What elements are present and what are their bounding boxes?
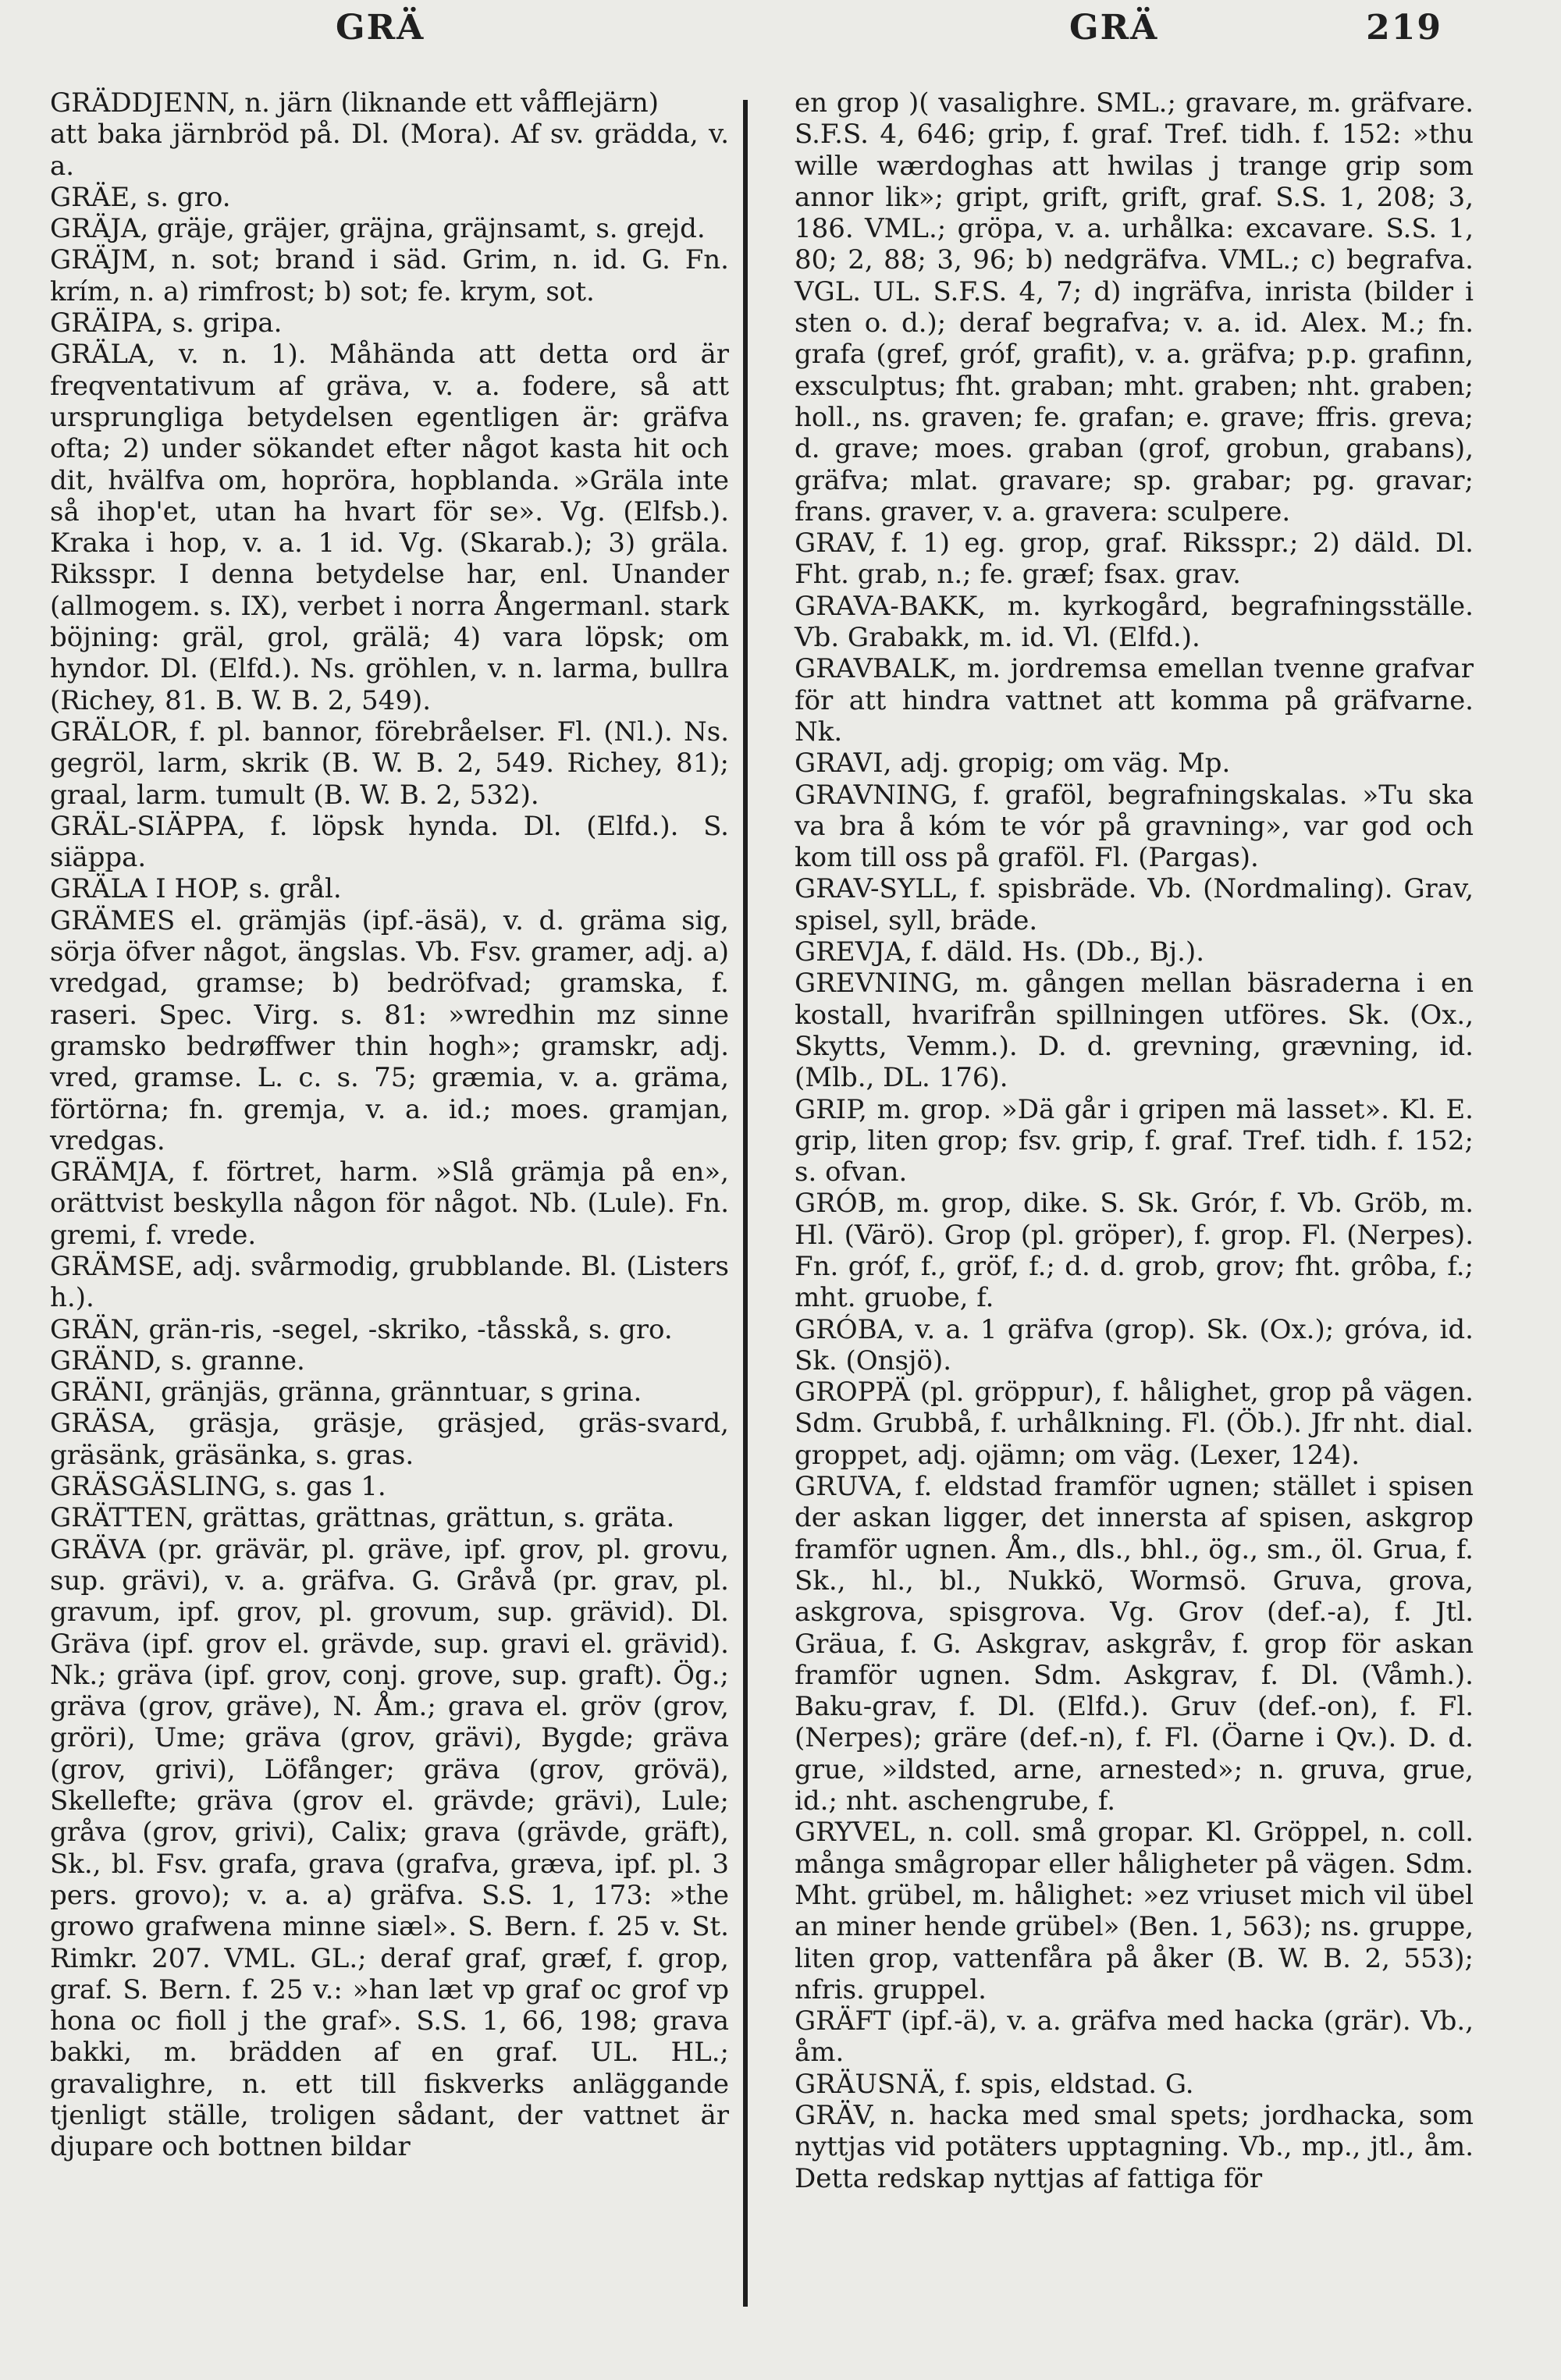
dictionary-entry: GRÓB, m. grop, dike. S. Sk. Grór, f. Vb. Gröb, m. Hl. (Värö). Grop (pl. gröper), f. grop. Fl. (Nerpes). Fn. gróf, f., gröf, f.; d. d. grob, grov; fht. grôba, f.; mht. gruobe, f.	[795, 1188, 1474, 1314]
dictionary-entry: GRÄVA (pr. grävär, pl. gräve, ipf. grov, pl. grovu, sup. grävi), v. a. gräfva. G. Gråvå (pr. grav, pl. gravum, ipf. grov, pl. grovum, sup. grävid). Dl. Gräva (ipf. grov el. grävde, sup. gravi el. grävid). Nk.; gräva (ipf. grov, conj. grove, sup. graft). Ög.; gräva (grov, gräve), N. Åm.; grava el. gröv (grov, gröri), Ume; gräva (grov, grävi), Bygde; gräva (grov, grivi), Löfånger; gräva (grov, grövä), Skellefte; gräva (grov el. grävde; grävi), Lule; gråva (grov, grivi), Calix; grava (grävde, gräft), Sk., bl. Fsv. grafa, grava (grafva, græva, ipf. pl. 3 pers. grovo); v. a. a) gräfva. S.S. 1, 173: »the growo grafwena minne siæl». S. Bern. f. 25 v. St. Rimkr. 207. VML. GL.; deraf graf, græf, f. grop, graf. S. Bern. f. 25 v.: »han læt vp graf oc grof vp hona oc fioll j the graf». S.S. 1, 66, 198; grava bakki, m. brädden af en graf. UL. HL.; gravalighre, n. ett till fiskverks anläggande tjenligt ställe, troligen sådant, der vattnet är djupare och bottnen bildar	[50, 1533, 729, 2163]
dictionary-entry: GRÄMES el. grämjäs (ipf.-äsä), v. d. gräma sig, sörja öfver något, ängslas. Vb. Fsv. gramer, adj. a) vredgad, gramse; b) bedröfvad; gramska, f. raseri. Spec. Virg. s. 81: »wredhin mz sinne gramsko bedrøffwer thin hogh»; gramskr, adj. vred, gramse. L. c. s. 75; græmia, v. a. gräma, förtörna; fn. gremja, v. a. id.; moes. gramjan, vredgas.	[50, 904, 729, 1156]
dictionary-entry: GRÄNI, gränjäs, gränna, gränntuar, s grina.	[50, 1376, 642, 1408]
dictionary-entry: GRÄJM, n. sot; brand i säd. Grim, n. id. G. Fn. krím, n. a) rimfrost; b) sot; fe. krym, sot.	[50, 244, 729, 307]
dictionary-entry: GRAVA-BAKK, m. kyrkogård, begrafningsställe. Vb. Grabakk, m. id. Vl. (Elfd.).	[795, 590, 1474, 654]
dictionary-entry: GRÄIPA, s. gripa.	[50, 307, 283, 339]
column-divider	[743, 100, 748, 2307]
dictionary-entry: GRÄJA, gräje, gräjer, gräjna, gräjnsamt, s. grejd.	[50, 213, 706, 245]
dictionary-entry: GRÄTTEN, grättas, grättnas, grättun, s. gräta.	[50, 1502, 675, 1534]
dictionary-entry: GRÄLOR, f. pl. bannor, förebråelser. Fl. (Nl.). Ns. gegröl, larm, skrik (B. W. B. 2, 549. Richey, 81); graal, larm. tumult (B. W. B. 2, 532).	[50, 716, 729, 811]
dictionary-entry: GRÄMJA, f. förtret, harm. »Slå grämja på en», orättvist beskylla någon för något. Nb. (Lule). Fn. gremi, f. vrede.	[50, 1156, 729, 1251]
dictionary-entry: GRAVBALK, m. jordremsa emellan tvenne grafvar för att hindra vattnet att komma på gräfvarne. Nk.	[795, 653, 1474, 748]
dictionary-entry: GRÄL-SIÄPPA, f. löpsk hynda. Dl. (Elfd.). S. siäppa.	[50, 810, 729, 874]
dictionary-entry: GREVNING, m. gången mellan bäsraderna i en kostall, hvarifrån spillningen utföres. Sk. (Ox., Skytts, Vemm.). D. d. grevning, grævning, id. (Mlb., DL. 176).	[795, 968, 1474, 1094]
dictionary-entry: GRAVNING, f. graföl, begrafningskalas. »Tu ska va bra å kóm te vór på gravning», var god och kom till oss på graföl. Fl. (Pargas).	[795, 779, 1474, 874]
dictionary-entry: GRÄUSNÄ, f. spis, eldstad. G.	[795, 2068, 1194, 2100]
dictionary-entry: GRÄDDJENN, n. järn (liknande ett våfflejärn)	[50, 87, 659, 119]
dictionary-entry: GRAV, f. 1) eg. grop, graf. Riksspr.; 2) däld. Dl. Fht. grab, n.; fe. græf; fsax. grav.	[795, 528, 1474, 591]
dictionary-entry: GRÄV, n. hacka med smal spets; jordhacka, som nyttjas vid potäters upptagning. Vb., mp., jtl., åm. Detta redskap nyttjas af fattiga för	[795, 2100, 1474, 2194]
dictionary-entry: GRÄE, s. gro.	[50, 181, 231, 213]
dictionary-entry: GRÄLA I HOP, s. grål.	[50, 873, 342, 905]
dictionary-entry: GRIP, m. grop. »Dä går i gripen mä lasset». Kl. E. grip, liten grop; fsv. grip, f. graf. Tref. tidh. f. 152; s. ofvan.	[795, 1093, 1474, 1188]
dictionary-entry: GROPPÄ (pl. gröppur), f. hålighet, grop på vägen. Sdm. Grubbå, f. urhålkning. Fl. (Öb.). Jfr nht. dial. groppet, adj. ojämn; om väg. (Lexer, 124).	[795, 1376, 1474, 1471]
dictionary-entry: GRÄSA, gräsja, gräsje, gräsjed, gräs-svard, gräsänk, gräsänka, s. gras.	[50, 1408, 729, 1471]
dictionary-entry: GRÄND, s. granne.	[50, 1345, 305, 1376]
dictionary-entry: GRAVI, adj. gropig; om väg. Mp.	[795, 748, 1231, 780]
dictionary-entry: GRÄLA, v. n. 1). Måhända att detta ord är freqventativum af gräva, v. a. fodere, så att ursprungliga betydelsen egentligen är: gräfva ofta; 2) under sökandet efter något kasta hit och dit, hvälfva om, hopröra, hopblanda. »Gräla inte så ihop'et, utan ha hvart för se». Vg. (Elfsb.). Kraka i hop, v. a. 1 id. Vg. (Skarab.); 3) gräla. Riksspr. I denna betydelse har, enl. Unander (allmogem. s. IX), verbet i norra Ångermanl. stark böjning: gräl, grol, grälä; 4) vara löpsk; om hyndor. Dl. (Elfd.). Ns. gröhlen, v. n. larma, bullra (Richey, 81. B. W. B. 2, 549).	[50, 339, 729, 716]
running-head-left: GRÄ	[336, 8, 425, 48]
dictionary-entry: GRÄMSE, adj. svårmodig, grubblande. Bl. (Listers h.).	[50, 1250, 729, 1314]
dictionary-entry: GRÄSGÄSLING, s. gas 1.	[50, 1471, 386, 1503]
dictionary-entry: GRÄN, grän-ris, -segel, -skriko, -tåsskå, s. gro.	[50, 1313, 673, 1345]
dictionary-entry: att baka järnbröd på. Dl. (Mora). Af sv. grädda, v. a.	[50, 119, 729, 182]
dictionary-entry: GRÓBA, v. a. 1 gräfva (grop). Sk. (Ox.); gróva, id. Sk. (Onsjö).	[795, 1313, 1474, 1376]
dictionary-entry: GRUVA, f. eldstad framför ugnen; stället i spisen der askan ligger, det innersta af spisen, askgrop framför ugnen. Åm., dls., bhl., ög., sm., öl. Grua, f. Sk., hl., bl., Nukkö, Wormsö. Gruva, grova, askgrova, spisgrova. Vg. Grov (def.-a), f. Jtl. Gräua, f. G. Askgrav, askgråv, f. grop för askan framför ugnen. Sdm. Askgrav, f. Dl. (Våmh.). Baku-grav, f. Dl. (Elfd.). Gruv (def.-on), f. Fl. (Nerpes); gräre (def.-n), f. Fl. (Öarne i Qv.). D. d. grue, »ildsted, arne, arnested»; n. gruva, grue, id.; nht. aschengrube, f.	[795, 1471, 1474, 1817]
left-column	[50, 87, 729, 2163]
dictionary-entry: GRYVEL, n. coll. små gropar. Kl. Gröppel, n. coll. många smågropar eller håligheter på vägen. Sdm. Mht. grübel, m. hålighet: »ez vriuset mich vil übel an miner hende grübel» (Ben. 1, 563); ns. gruppe, liten grop, vattenfåra på åker (B. W. B. 2, 553); nfris. gruppel.	[795, 1817, 1474, 2005]
dictionary-entry: GRAV-SYLL, f. spisbräde. Vb. (Nordmaling). Grav, spisel, syll, bräde.	[795, 873, 1474, 936]
dictionary-entry: en grop )( vasalighre. SML.; gravare, m. gräfvare. S.F.S. 4, 646; grip, f. graf. Tref. tidh. f. 152: »thu wille wærdoghas att hwilas j trange grip som annor lik»; gript, grift, grift, graf. S.S. 1, 208; 3, 186. VML.; gröpa, v. a. urhålka: excavare. S.S. 1, 80; 2, 88; 3, 96; b) nedgräfva. VML.; c) begrafva. VGL. UL. S.F.S. 4, 7; d) ingräfva, inrista (bilder i sten o. d.); deraf begrafva; v. a. id. Alex. M.; fn. grafa (gref, gróf, grafit), v. a. gräfva; p.p. grafinn, exsculptus; fht. graban; mht. graben; nht. graben; holl., ns. graven; fe. grafan; e. grave; ffris. greva; d. grave; moes. graban (grof, grobun, grabans), gräfva; mlat. gravare; sp. grabar; pg. gravar; frans. graver, v. a. gravera: sculpere.	[795, 87, 1474, 528]
page-number: 219	[1366, 8, 1442, 48]
running-head-right: GRÄ	[1069, 8, 1159, 48]
right-column	[795, 87, 1474, 2194]
dictionary-entry: GREVJA, f. däld. Hs. (Db., Bj.).	[795, 936, 1205, 968]
dictionary-entry: GRÄFT (ipf.-ä), v. a. gräfva med hacka (grär). Vb., åm.	[795, 2005, 1474, 2069]
